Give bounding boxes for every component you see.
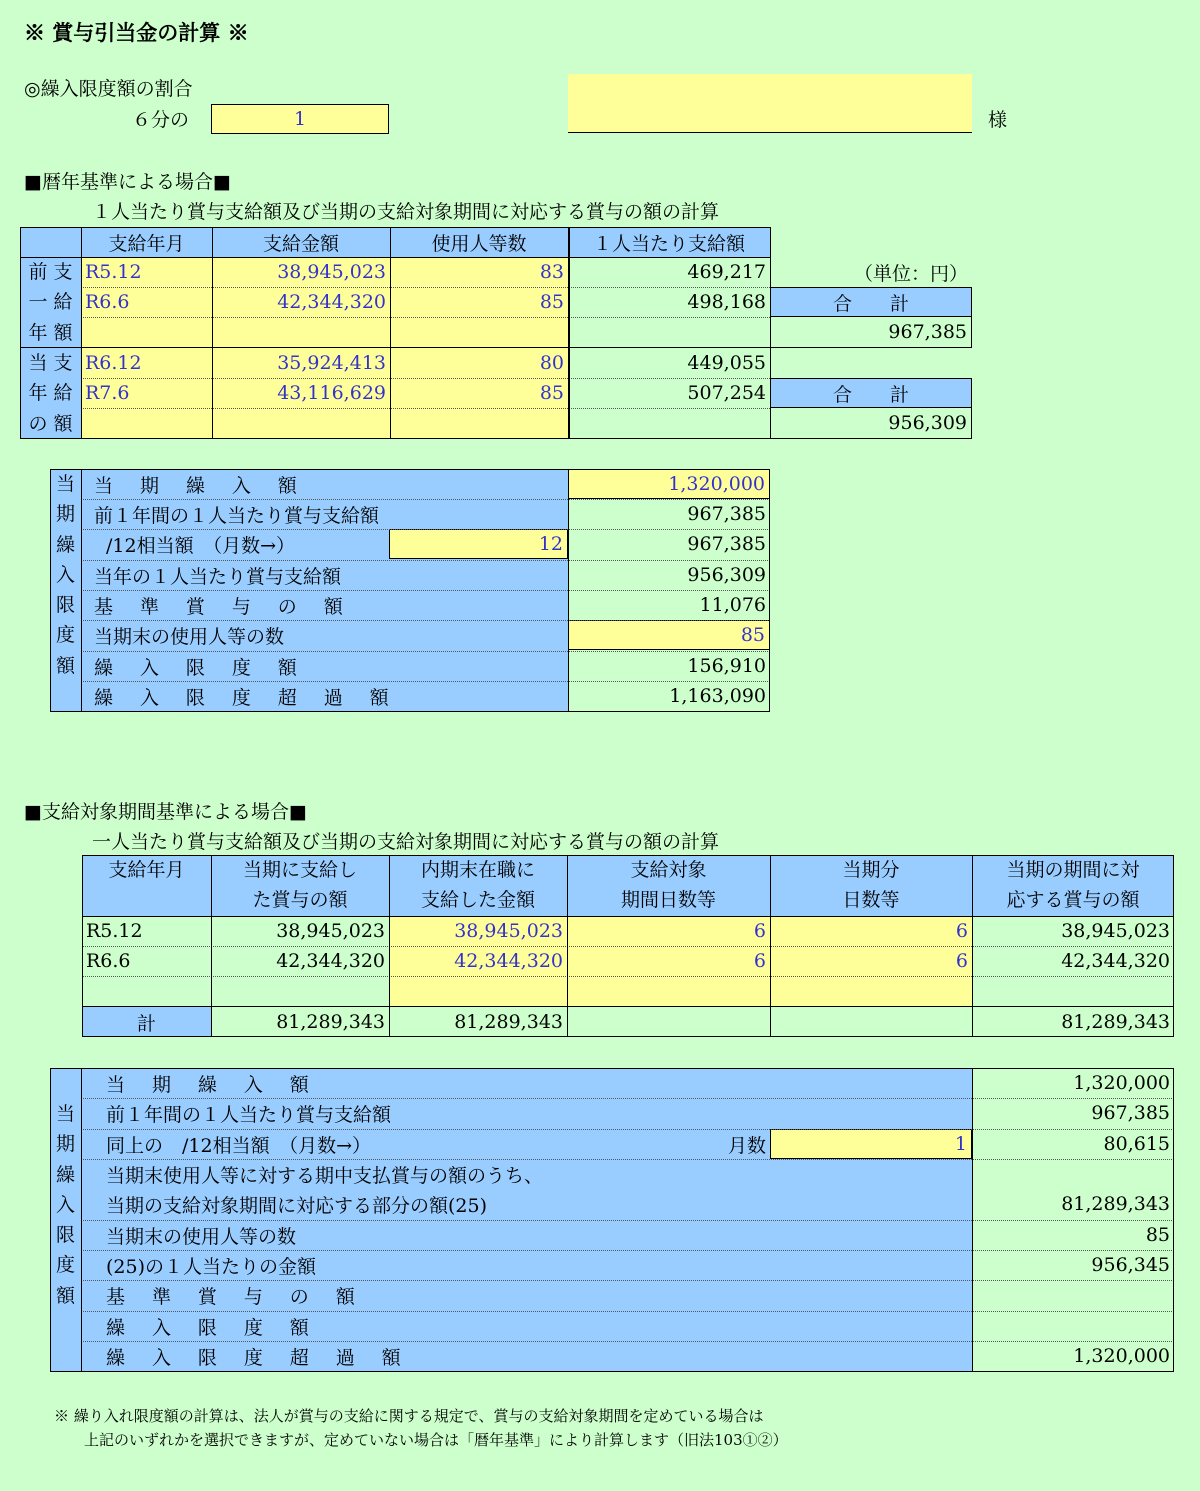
limit1-value: 11,076 <box>699 594 766 616</box>
limit2-value: 956,345 <box>1091 1254 1170 1276</box>
limit2-value: 80,615 <box>1103 1133 1170 1155</box>
limit1-label: 繰 入 限 度 超 過 額 <box>94 686 400 709</box>
per-person-cell: 498,168 <box>687 291 766 313</box>
total-label: 計 <box>136 1012 156 1035</box>
period-table <box>82 855 1174 1037</box>
col-header-employed: 内期末在職に 支給した金額 <box>420 859 535 912</box>
people-cell[interactable]: 83 <box>539 261 564 283</box>
col-header-people: 使用人等数 <box>431 232 527 255</box>
limit2-label: 当期末使用人等に対する期中支払賞与の額のうち、 <box>106 1164 544 1187</box>
prev-year-label: 前 支 一 給 年 額 <box>28 261 73 344</box>
limit2-value: 1,320,000 <box>1073 1345 1170 1367</box>
ratio-prefix: ６分の <box>132 109 190 131</box>
unit-note: （単位：円） <box>853 262 968 285</box>
limit1-value: 967,385 <box>687 533 766 555</box>
people-cell[interactable]: 80 <box>539 352 564 374</box>
curr-sum-label: 合 計 <box>770 378 972 408</box>
calendar-heading: ■暦年基準による場合■ <box>24 171 231 193</box>
col-header-cur-days: 当期分 日数等 <box>842 859 900 912</box>
prev-total: 967,385 <box>770 317 972 348</box>
limit2-label: 同上の /12相当額 （月数→） <box>106 1134 371 1157</box>
per-person-cell: 469,217 <box>687 261 766 283</box>
months-input[interactable]: 1 <box>770 1129 972 1159</box>
customer-name-field[interactable] <box>568 74 972 133</box>
people-cell[interactable]: 85 <box>539 382 564 404</box>
limit2-label: (25)の１人当たりの金額 <box>106 1255 317 1278</box>
limit1-label: 当 期 繰 入 額 <box>94 474 308 497</box>
limit1-table <box>50 469 770 712</box>
total-employed: 81,289,343 <box>454 1011 563 1033</box>
col-header-paid: 当期に支給し た賞与の額 <box>242 859 357 912</box>
col-header-corresp: 当期の期間に対 応する賞与の額 <box>1006 859 1140 912</box>
employees-input[interactable]: 85 <box>568 620 770 650</box>
limit1-value: 1,163,090 <box>669 685 766 707</box>
limit2-value: 1,320,000 <box>1073 1072 1170 1094</box>
table-row[interactable]: R5.12 <box>85 261 142 283</box>
corresp-cell: 42,344,320 <box>1061 950 1170 972</box>
limit2-label: 当期末の使用人等の数 <box>106 1225 297 1248</box>
col-header-days: 支給対象 期間日数等 <box>620 859 716 912</box>
table-row[interactable]: R6.6 <box>85 291 130 313</box>
col-header-month: 支給年月 <box>108 859 185 881</box>
limit2-value: 85 <box>1145 1224 1170 1246</box>
amount-cell[interactable]: 35,924,413 <box>277 352 386 374</box>
limit2-value: 967,385 <box>1091 1102 1170 1124</box>
limit1-label: /12相当額 （月数→） <box>106 534 295 557</box>
paid-cell: 42,344,320 <box>276 950 385 972</box>
period-subheading: 一人当たり賞与支給額及び当期の支給対象期間に対応する賞与の額の計算 <box>92 831 720 853</box>
footnote <box>54 1404 788 1452</box>
corresp-cell: 38,945,023 <box>1061 920 1170 942</box>
amount-cell[interactable]: 43,116,629 <box>277 382 386 404</box>
limit2-side-label: 当 期 繰 入 限 度 額 <box>55 1103 75 1307</box>
limit1-label: 繰 入 限 度 額 <box>94 656 308 679</box>
limit2-value: 81,289,343 <box>1061 1193 1170 1215</box>
curr-total: 956,309 <box>770 408 972 439</box>
limit1-label: 当期末の使用人等の数 <box>94 625 285 648</box>
ratio-input[interactable]: 1 <box>211 104 389 134</box>
limit2-label: 当期の支給対象期間に対応する部分の額(25) <box>106 1194 488 1217</box>
amount-cell[interactable]: 42,344,320 <box>277 291 386 313</box>
months-label: 月数 <box>727 1134 766 1157</box>
limit1-label: 基 準 賞 与 の 額 <box>94 595 354 618</box>
limit1-value: 956,309 <box>687 564 766 586</box>
cur-days-cell[interactable]: 6 <box>955 950 968 972</box>
limit1-value: 156,910 <box>687 655 766 677</box>
calendar-subheading: １人当たり賞与支給額及び当期の支給対象期間に対応する賞与の額の計算 <box>92 201 720 223</box>
per-person-cell: 449,055 <box>687 352 766 374</box>
table-row: R6.6 <box>86 950 131 972</box>
total-paid: 81,289,343 <box>276 1011 385 1033</box>
paid-cell: 38,945,023 <box>276 920 385 942</box>
col-header-per-person: １人当たり支給額 <box>592 232 745 255</box>
limit2-table <box>50 1068 1174 1372</box>
limit2-label: 繰 入 限 度 超 過 額 <box>106 1346 412 1369</box>
employed-cell[interactable]: 38,945,023 <box>454 920 563 942</box>
limit2-label: 前１年間の１人当たり賞与支給額 <box>106 1103 392 1126</box>
col-header-month: 支給年月 <box>108 232 185 255</box>
cur-days-cell[interactable]: 6 <box>955 920 968 942</box>
footnote-line1: ※ 繰り入れ限度額の計算は、法人が賞与の支給に関する規定で、賞与の支給対象期間を定めている場合は <box>54 1407 764 1425</box>
days-cell[interactable]: 6 <box>753 920 766 942</box>
limit2-label: 繰 入 限 度 額 <box>106 1316 320 1339</box>
limit2-value <box>972 1280 1174 1310</box>
page-title: ※ 賞与引当金の計算 ※ <box>24 20 249 45</box>
footnote-line2: 上記のいずれかを選択できますが、定めていない場合は「暦年基準」により計算します（旧法103①②） <box>84 1431 788 1449</box>
amount-cell[interactable]: 38,945,023 <box>277 261 386 283</box>
months-input[interactable]: 12 <box>389 529 568 559</box>
period-heading: ■支給対象期間基準による場合■ <box>24 801 307 823</box>
ratio-label: ◎繰入限度額の割合 <box>24 78 193 100</box>
limit2-value <box>972 1311 1174 1341</box>
col-header-amount: 支給金額 <box>262 232 339 255</box>
limit2-label: 基 準 賞 与 の 額 <box>106 1285 366 1308</box>
limit1-side-label: 当 期 繰 入 限 度 額 <box>55 473 75 677</box>
limit1-label: 前１年間の１人当たり賞与支給額 <box>94 504 380 527</box>
table-row: R5.12 <box>86 920 143 942</box>
customer-suffix: 様 <box>988 109 1008 131</box>
prev-sum-label: 合 計 <box>770 287 972 317</box>
people-cell[interactable]: 85 <box>539 291 564 313</box>
current-provision-input[interactable]: 1,320,000 <box>568 469 770 499</box>
limit1-label: 当年の１人当たり賞与支給額 <box>94 565 342 588</box>
calendar-table <box>20 227 972 439</box>
limit2-label: 当 期 繰 入 額 <box>106 1073 320 1096</box>
table-row[interactable]: R7.6 <box>85 382 130 404</box>
curr-year-label: 当 支 年 給 の 額 <box>28 352 73 435</box>
days-cell[interactable]: 6 <box>753 950 766 972</box>
total-corresp: 81,289,343 <box>1061 1011 1170 1033</box>
table-row[interactable]: R6.12 <box>85 352 142 374</box>
employed-cell[interactable]: 42,344,320 <box>454 950 563 972</box>
limit1-value: 967,385 <box>687 503 766 525</box>
per-person-cell: 507,254 <box>687 382 766 404</box>
